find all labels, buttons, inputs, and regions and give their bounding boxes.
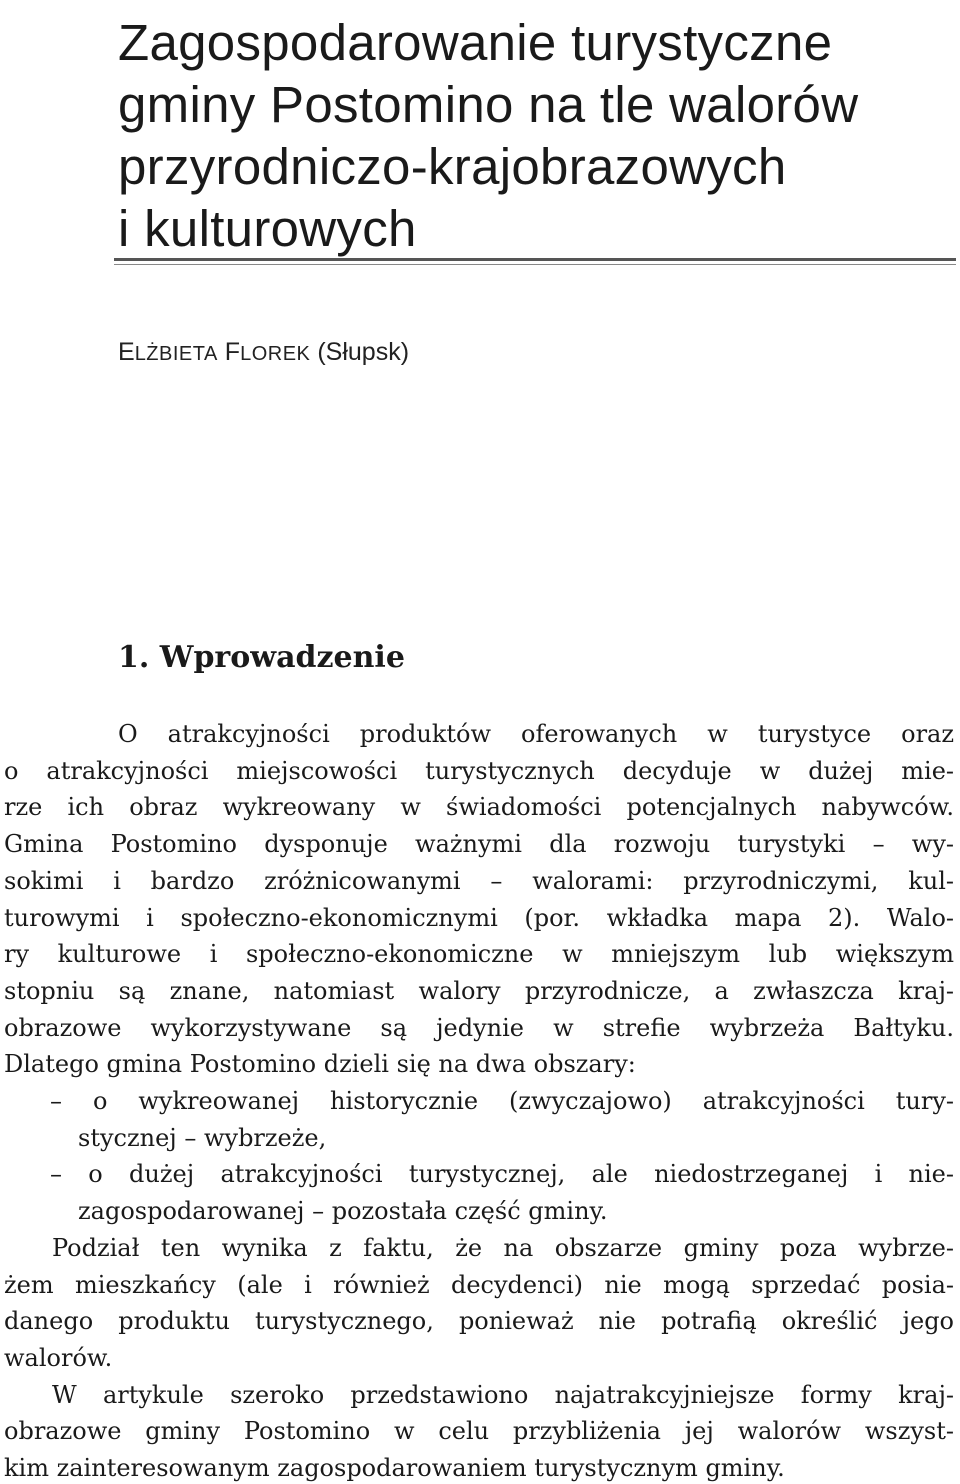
- body-line: rze ich obraz wykreowany w świadomości potencjalnych nabywców.: [4, 793, 954, 822]
- body-line: żem mieszkańcy (ale i również decydenci) nie mogą sprzedać posia-: [4, 1270, 954, 1299]
- title-line: przyrodniczo-krajobrazowych: [118, 138, 787, 195]
- article-title: [118, 12, 938, 260]
- author-first-initial: E: [118, 338, 135, 366]
- list-item: – o dużej atrakcyjności turystycznej, ale niedostrzeganej i nie-: [50, 1160, 954, 1189]
- title-line: gminy Postomino na tle walorów: [118, 76, 859, 133]
- body-line: Podział ten wynika z faktu, że na obszarze gminy poza wybrze-: [52, 1233, 954, 1262]
- body-line: stopniu są znane, natomiast walory przyrodnicze, a zwłaszcza kraj-: [4, 976, 954, 1005]
- title-line: Zagospodarowanie turystyczne: [118, 14, 833, 71]
- author-last-rest: LOREK: [240, 343, 311, 365]
- author-last-initial: F: [224, 338, 241, 366]
- body-line: sokimi i bardzo zróżnicowanymi – walorami: przyrodniczymi, kul-: [4, 866, 954, 895]
- body-line: obrazowe gminy Postomino w celu przybliżenia jej walorów wszyst-: [4, 1417, 954, 1446]
- body-line: turowymi i społeczno-ekonomicznymi (por. wkładka mapa 2). Walo-: [4, 903, 954, 932]
- body-line: o atrakcyjności miejscowości turystycznych decyduje w dużej mie-: [4, 756, 954, 785]
- author-line: [118, 338, 409, 367]
- body-line: walorów.: [4, 1343, 113, 1372]
- body-line: kim zainteresowanym zagospodarowaniem turystycznym gminy.: [4, 1454, 785, 1482]
- body-line: Dlatego gmina Postomino dzieli się na dwa obszary:: [4, 1050, 636, 1079]
- body-line: danego produktu turystycznego, ponieważ nie potrafią określić jego: [4, 1307, 954, 1336]
- title-line: i kulturowych: [118, 200, 417, 257]
- title-rule-thin: [114, 264, 956, 265]
- author-affiliation: (Słupsk): [317, 338, 410, 366]
- body-line: Gmina Postomino dysponuje ważnymi dla rozwoju turystyki – wy-: [4, 830, 954, 859]
- body-line: obrazowe wykorzystywane są jedynie w strefie wybrzeża Bałtyku.: [4, 1013, 954, 1042]
- body-line: ry kulturowe i społeczno-ekonomiczne w mniejszym lub większym: [4, 940, 954, 969]
- author-first-rest: LŻBIETA: [134, 343, 218, 365]
- body-line: O atrakcyjności produktów oferowanych w turystyce oraz: [118, 720, 954, 748]
- body-line: W artykule szeroko przedstawiono najatrakcyjniejsze formy kraj-: [52, 1380, 954, 1409]
- title-rule: [114, 258, 956, 261]
- list-item-cont: zagospodarowanej – pozostała część gminy.: [78, 1197, 608, 1226]
- section-heading: 1. Wprowadzenie: [118, 640, 405, 675]
- list-item: – o wykreowanej historycznie (zwyczajowo) atrakcyjności tury-: [50, 1087, 954, 1115]
- list-item-cont: stycznej – wybrzeże,: [78, 1123, 327, 1152]
